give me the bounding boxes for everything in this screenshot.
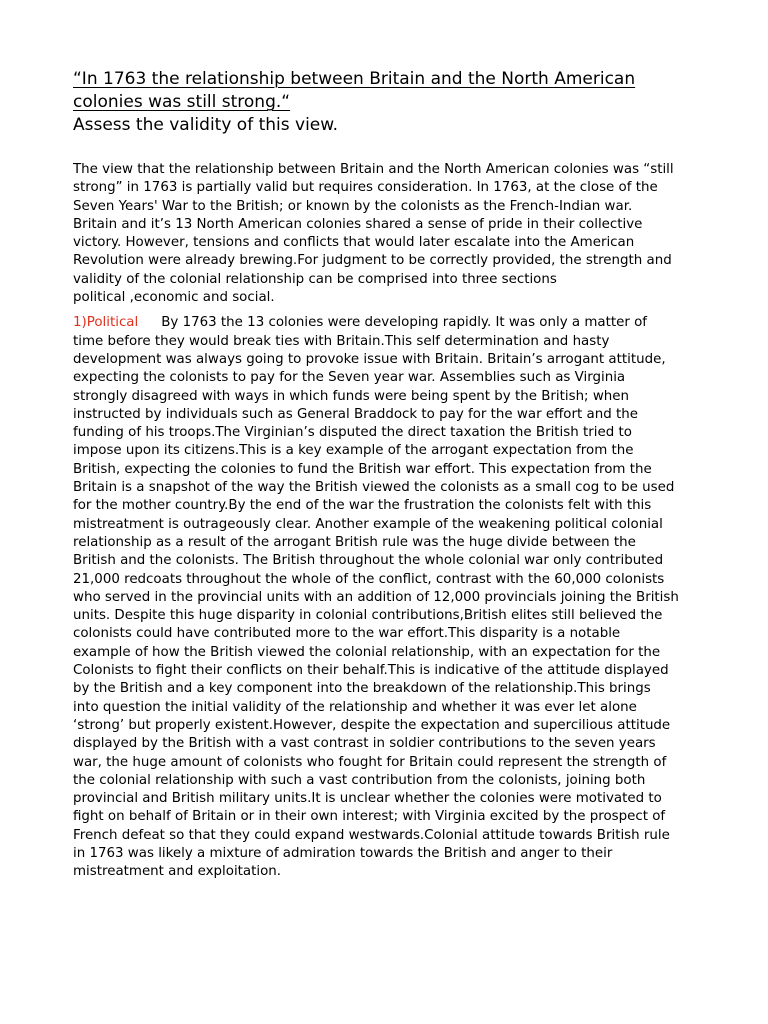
political-section xyxy=(73,314,695,881)
political-line: British and the colonists. The British throughout the whole colonial war only contributed xyxy=(73,553,664,569)
political-line: the colonial relationship with such a vast contribution from the colonists, joining both xyxy=(73,772,646,788)
political-line: funding of his troops.The Virginian’s disputed the direct taxation the British tried to xyxy=(73,425,632,441)
section-label-political: 1)Political xyxy=(73,315,139,331)
political-line: mistreatment is outrageously clear. Another example of the weakening political colonial xyxy=(73,516,663,532)
political-line: who served in the provincial units with an addition of 12,000 provincials joining the British xyxy=(73,589,679,605)
political-line: impose upon its citizens.This is a key example of the arrogant expectation from the xyxy=(73,443,634,459)
political-first-line-text: By 1763 the 13 colonies were developing rapidly. It was only a matter of xyxy=(161,315,648,331)
essay-title xyxy=(73,68,695,114)
political-line: British, expecting the colonies to fund the British war effort. This expectation from the xyxy=(73,461,652,477)
political-line: ‘strong’ but properly existent.However, despite the expectation and supercilious attitude xyxy=(73,717,671,733)
intro-line: validity of the colonial relationship can be comprised into three sections xyxy=(73,271,557,287)
political-line: expecting the colonists to pay for the Seven year war. Assemblies such as Virginia xyxy=(73,370,626,386)
intro-line: Britain and it’s 13 North American colonies shared a sense of pride in their collective xyxy=(73,216,643,232)
political-line: Britain is a snapshot of the way the British viewed the colonists as a small cog to be used xyxy=(73,480,675,496)
political-line: French defeat so that they could expand westwards.Colonial attitude towards British rule xyxy=(73,827,670,843)
document-page xyxy=(73,68,695,882)
political-line: 21,000 redcoats throughout the whole of the conflict, contrast with the 60,000 colonists xyxy=(73,571,665,587)
political-line: example of how the British viewed the colonial relationship, with an expectation for the xyxy=(73,644,661,660)
political-line: in 1763 was likely a mixture of admiration towards the British and anger to their xyxy=(73,845,613,861)
intro-line: strong” in 1763 is partially valid but requires consideration. In 1763, at the close of the xyxy=(73,180,658,196)
intro-line: The view that the relationship between Britain and the North American colonies was “still xyxy=(73,162,674,177)
political-line: strongly disagreed with ways in which funds were being spent by the British; when xyxy=(73,388,629,404)
political-first-line xyxy=(73,314,695,332)
political-line: instructed by individuals such as General Braddock to pay for the war effort and the xyxy=(73,406,638,422)
intro-line: victory. However, tensions and conflicts that would later escalate into the American xyxy=(73,235,635,251)
political-line: for the mother country.By the end of the war the frustration the colonists felt with this xyxy=(73,498,652,514)
intro-line: Revolution were already brewing.For judgment to be correctly provided, the strength and xyxy=(73,253,672,269)
political-line: fight on behalf of Britain or in their own interest; with Virginia excited by the prospect of xyxy=(73,809,666,825)
essay-subtitle: Assess the validity of this view. xyxy=(73,115,338,135)
political-line: development was always going to provoke issue with Britain. Britain’s arrogant attitude, xyxy=(73,351,666,367)
political-line: relationship as a result of the arrogant British rule was the huge divide between the xyxy=(73,534,636,550)
political-line: mistreatment and exploitation. xyxy=(73,864,282,880)
intro-line: political ,economic and social. xyxy=(73,290,275,306)
political-line: Colonists to fight their conflicts on their behalf.This is indicative of the attitude displayed xyxy=(73,663,669,679)
political-line: war, the huge amount of colonists who fought for Britain could represent the strength of xyxy=(73,754,667,770)
title-line-2: colonies was still strong.“ xyxy=(73,92,291,112)
intro-line: Seven Years' War to the British; or known by the colonists as the French-Indian war. xyxy=(73,198,633,214)
intro-paragraph xyxy=(73,161,695,307)
political-line: time before they would break ties with Britain.This self determination and hasty xyxy=(73,333,610,349)
political-line: provincial and British military units.It is unclear whether the colonies were motivated to xyxy=(73,791,662,807)
political-line: by the British and a key component into the breakdown of the relationship.This brings xyxy=(73,681,651,697)
political-line: into question the initial validity of the relationship and whether it was ever let alone xyxy=(73,699,637,715)
political-line: units. Despite this huge disparity in colonial contributions,British elites still believed the xyxy=(73,608,663,624)
political-line: displayed by the British with a vast contrast in soldier contributions to the seven years xyxy=(73,736,656,752)
political-line: colonists could have contributed more to the war effort.This disparity is a notable xyxy=(73,626,621,642)
title-line-1: “In 1763 the relationship between Britain and the North American xyxy=(73,69,636,89)
